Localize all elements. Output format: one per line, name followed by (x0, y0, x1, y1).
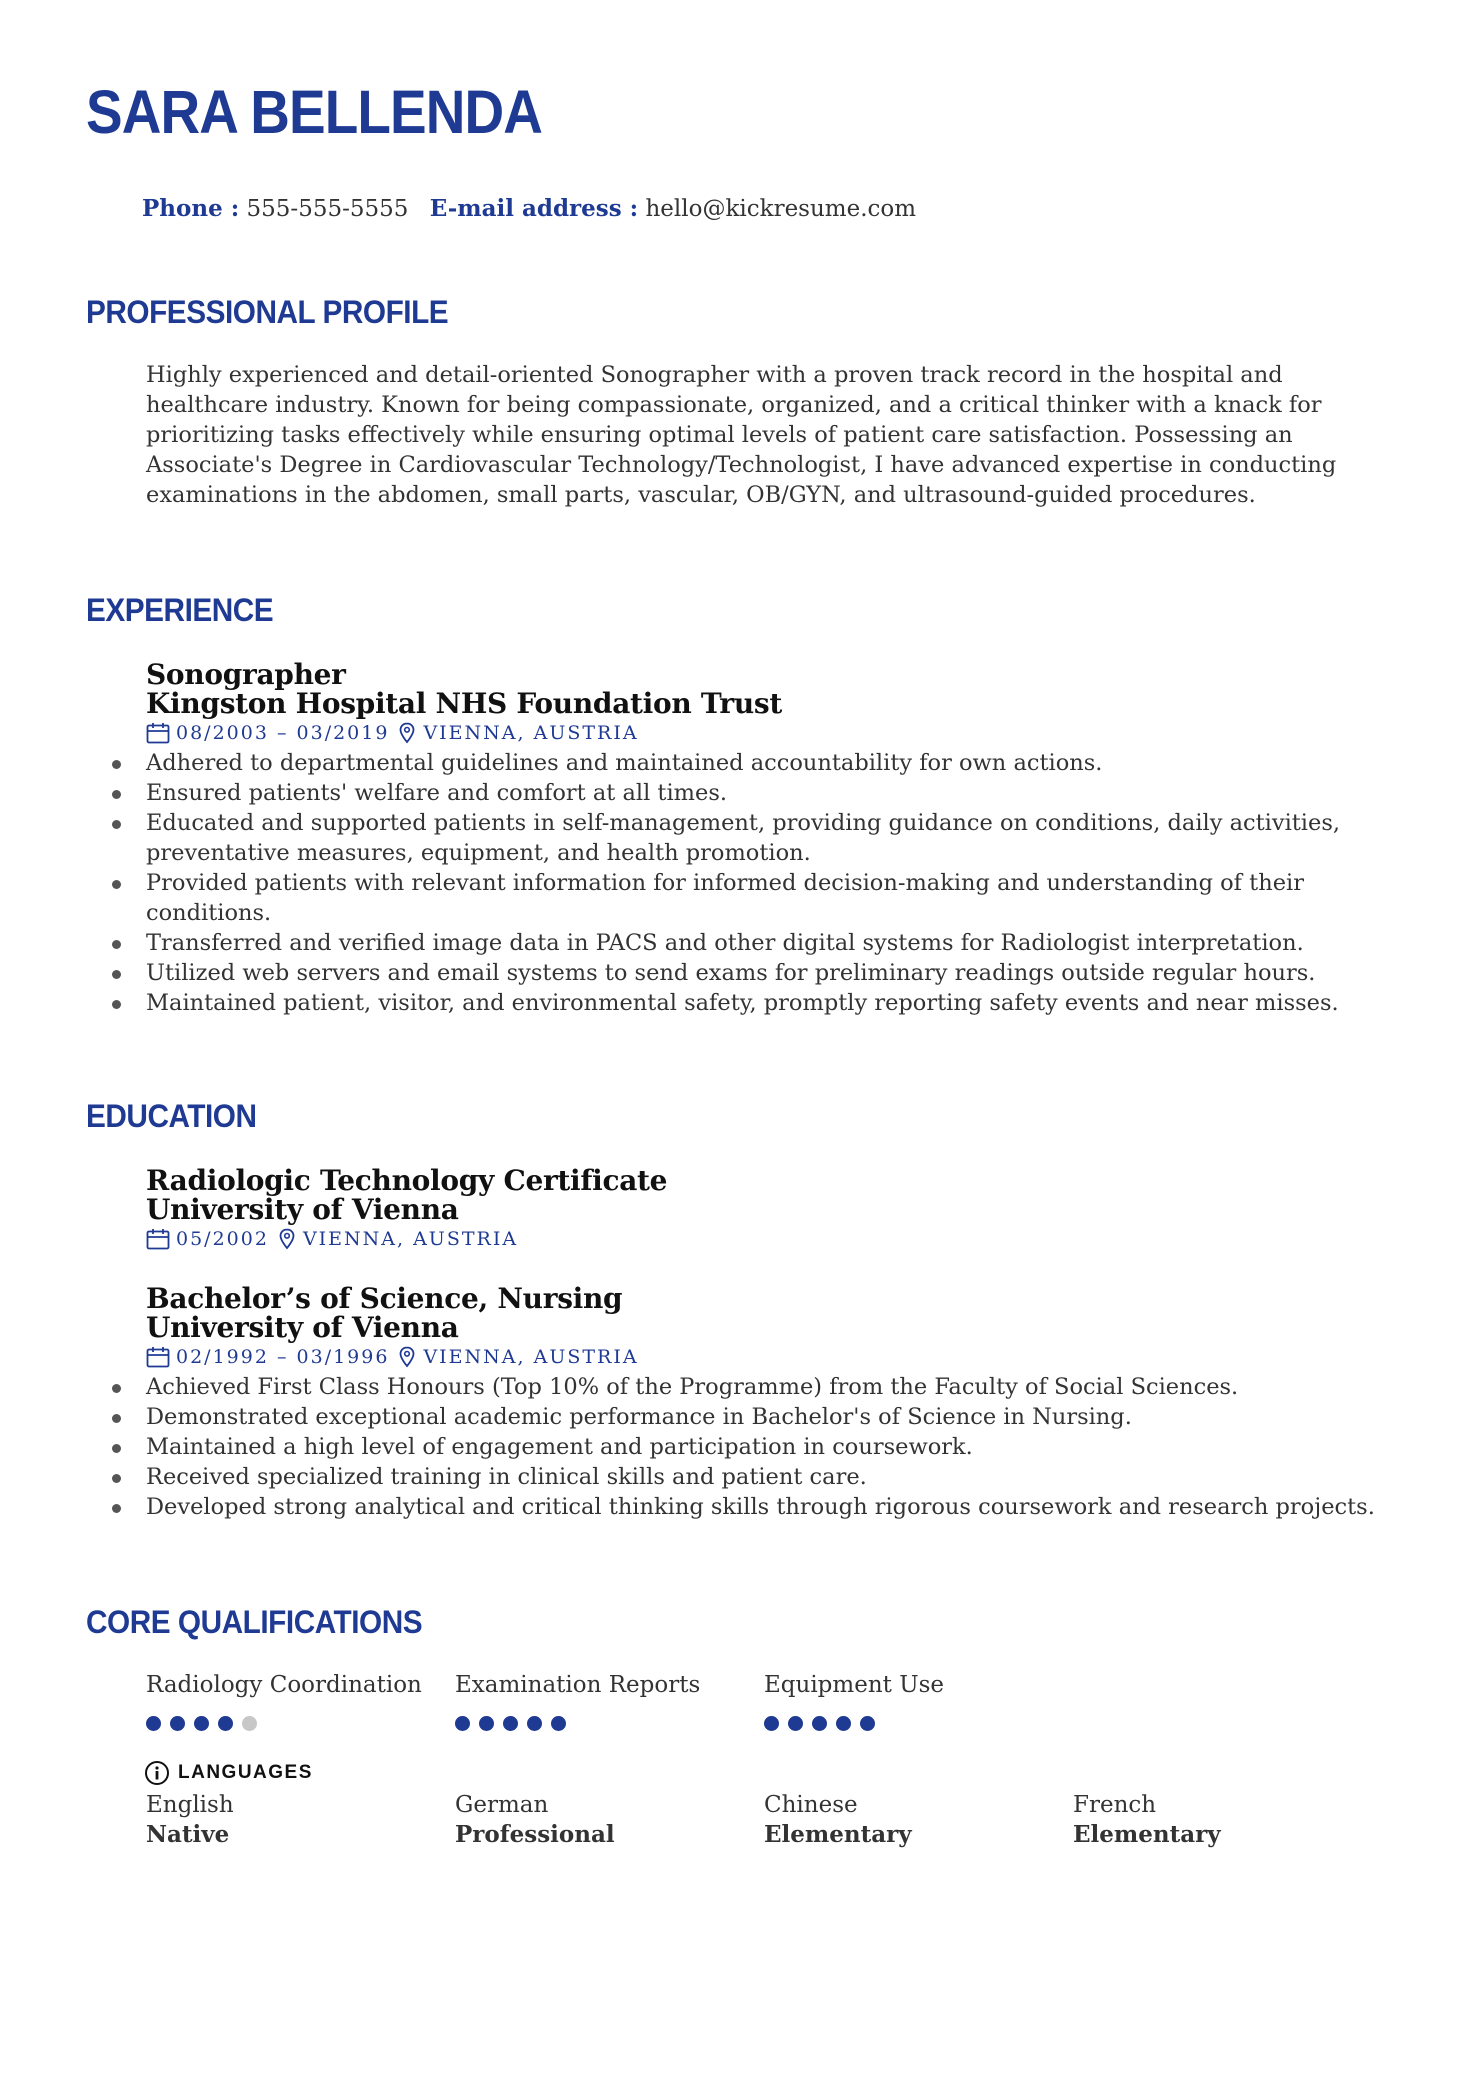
language-level: Elementary (1073, 1821, 1221, 1848)
rating-dot-filled (218, 1716, 233, 1731)
language-level: Native (146, 1821, 230, 1848)
skill-name: Radiology Coordination (146, 1672, 422, 1698)
experience-section-title: EXPERIENCE (86, 592, 274, 628)
job-location: VIENNA, AUSTRIA (423, 722, 639, 744)
phone-value[interactable]: 555-555-5555 (246, 196, 409, 222)
profile-summary: Highly experienced and detail-oriented Sonographer with a proven track record in the hospital and healthcare industry. Known for being compassionate, organized, and a critical thinker with a knack for prioritizing tasks effectively while ensuring optimal levels of patient care satisfaction. Possessing an Associate's Degree in Cardiovascular Technology/Technologist, I have advanced expertise in conducting examinations in the abdomen, small parts, vascular, OB/GYN, and ultrasound-guided procedures. (146, 362, 1337, 508)
rating-dot-filled (527, 1716, 542, 1731)
location-pin-icon (399, 1346, 415, 1368)
rating-dot-filled (479, 1716, 494, 1731)
education-bullets (112, 1372, 1412, 1522)
location-pin-icon (279, 1228, 295, 1250)
rating-dot-filled (764, 1716, 779, 1731)
email-value[interactable]: hello@kickresume.com (645, 196, 917, 222)
calendar-icon (146, 1346, 170, 1368)
list-item: Utilized web servers and email systems to send exams for preliminary readings outside regular hours. (112, 958, 1412, 988)
language-item (764, 1790, 912, 1850)
language-name: German (455, 1792, 549, 1818)
job-title: Sonographer (146, 658, 346, 691)
list-item: Maintained a high level of engagement and participation in coursework. (112, 1432, 1412, 1462)
rating-dot-filled (194, 1716, 209, 1731)
contact-line (142, 194, 930, 224)
experience-bullets (112, 748, 1412, 1018)
language-name: English (146, 1792, 234, 1818)
language-item (1073, 1790, 1221, 1850)
phone-label: Phone : (142, 195, 240, 222)
candidate-name: SARA BELLENDA (86, 78, 542, 146)
info-icon (144, 1760, 170, 1786)
list-item: Maintained patient, visitor, and environmental safety, promptly reporting safety events and near misses. (112, 988, 1412, 1018)
education-entry (146, 1166, 1396, 1254)
rating-dot-filled (503, 1716, 518, 1731)
language-item (455, 1790, 615, 1850)
list-item: Demonstrated exceptional academic performance in Bachelor's of Science in Nursing. (112, 1402, 1412, 1432)
education-section-title: EDUCATION (86, 1098, 257, 1134)
list-item: Ensured patients' welfare and comfort at all times. (112, 778, 1412, 808)
skill-name: Examination Reports (455, 1672, 701, 1698)
education-location: VIENNA, AUSTRIA (423, 1346, 639, 1368)
skill-name: Equipment Use (764, 1672, 944, 1698)
list-item: Adhered to departmental guidelines and maintained accountability for own actions. (112, 748, 1412, 778)
email-label: E-mail address : (429, 195, 639, 222)
rating-dot-filled (860, 1716, 875, 1731)
language-name: Chinese (764, 1792, 858, 1818)
list-item: Educated and supported patients in self-management, providing guidance on conditions, daily activities, preventative measures, equipment, and health promotion. (112, 808, 1412, 868)
list-item: Achieved First Class Honours (Top 10% of the Programme) from the Faculty of Social Sciences. (112, 1372, 1412, 1402)
school-name: University of Vienna (146, 1193, 459, 1226)
list-item: Provided patients with relevant information for informed decision-making and understanding of their conditions. (112, 868, 1412, 928)
school-name: University of Vienna (146, 1311, 459, 1344)
calendar-icon (146, 1228, 170, 1250)
rating-dot-filled (788, 1716, 803, 1731)
rating-dot-filled (146, 1716, 161, 1731)
job-employer: Kingston Hospital NHS Foundation Trust (146, 687, 782, 720)
language-item (146, 1790, 234, 1850)
list-item: Transferred and verified image data in PACS and other digital systems for Radiologist interpretation. (112, 928, 1412, 958)
education-dates: 05/2002 (176, 1228, 269, 1250)
languages-title: LANGUAGES (178, 1762, 313, 1783)
language-name: French (1073, 1792, 1157, 1818)
job-dates: 08/2003 – 03/2019 (176, 722, 390, 744)
rating-dot-empty (242, 1716, 257, 1731)
skill-rating (146, 1716, 257, 1731)
rating-dot-filled (812, 1716, 827, 1731)
location-pin-icon (399, 722, 415, 744)
experience-entry (146, 660, 1396, 748)
job-meta (146, 718, 1396, 748)
rating-dot-filled (836, 1716, 851, 1731)
degree-title: Bachelor’s of Science, Nursing (146, 1282, 623, 1315)
skill-rating (764, 1716, 875, 1731)
education-meta (146, 1342, 1396, 1372)
education-entry (146, 1284, 1396, 1372)
rating-dot-filled (170, 1716, 185, 1731)
skill-rating (455, 1716, 566, 1731)
education-meta (146, 1224, 1396, 1254)
education-location: VIENNA, AUSTRIA (302, 1228, 519, 1250)
calendar-icon (146, 722, 170, 744)
rating-dot-filled (455, 1716, 470, 1731)
qualifications-section-title: CORE QUALIFICATIONS (86, 1604, 423, 1640)
education-dates: 02/1992 – 03/1996 (176, 1346, 390, 1368)
language-level: Professional (455, 1821, 615, 1848)
list-item: Developed strong analytical and critical thinking skills through rigorous coursework and research projects. (112, 1492, 1412, 1522)
language-level: Elementary (764, 1821, 912, 1848)
list-item: Received specialized training in clinical skills and patient care. (112, 1462, 1412, 1492)
rating-dot-filled (551, 1716, 566, 1731)
degree-title: Radiologic Technology Certificate (146, 1164, 668, 1197)
profile-section-title: PROFESSIONAL PROFILE (86, 294, 449, 330)
languages-heading (144, 1760, 313, 1786)
